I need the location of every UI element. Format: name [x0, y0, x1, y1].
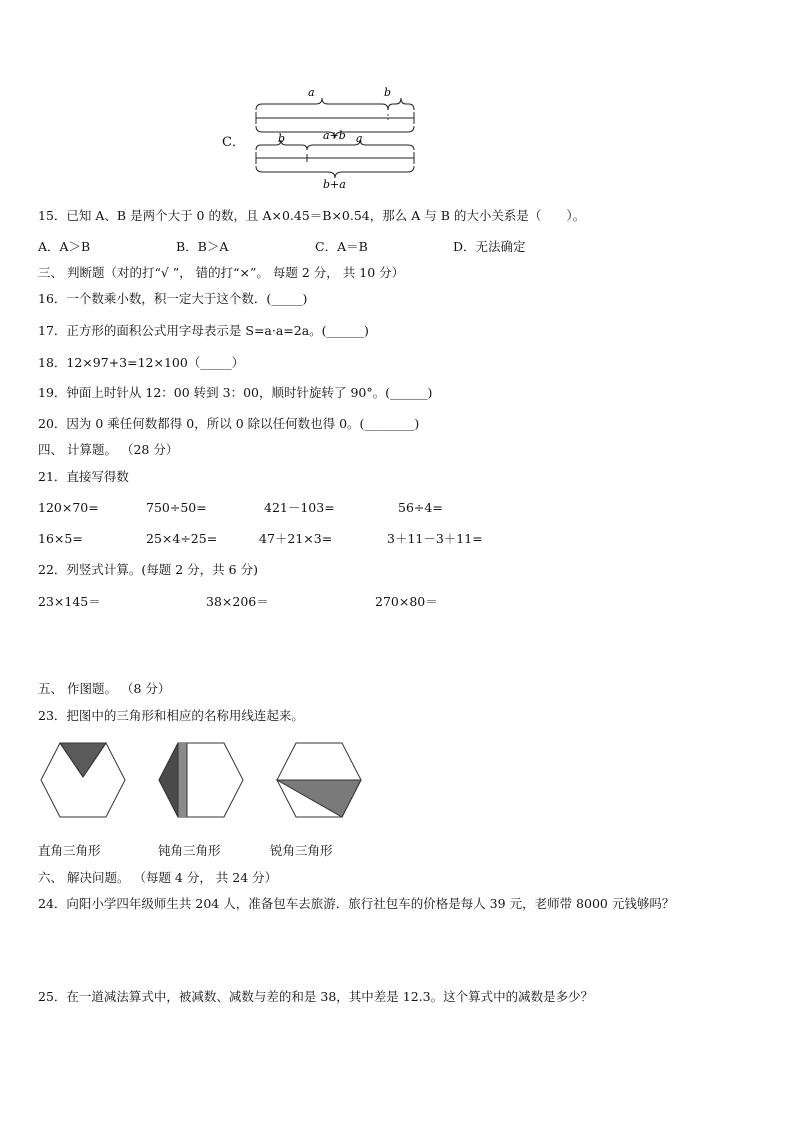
- q15-option-b: B．B＞A: [176, 239, 229, 254]
- calc-item: 120×70=: [38, 500, 99, 515]
- question-21-title: 21．直接写得数: [38, 469, 129, 484]
- bottom-b-label: b: [278, 132, 286, 145]
- vertical-calc-item: 270×80＝: [375, 594, 438, 609]
- section-4-title: 四、 计算题。 （28 分）: [38, 442, 179, 457]
- question-25: 25．在一道减法算式中，被减数、减数与差的和是 38，其中差是 12.3。这个算式中的减数是多少？: [38, 989, 594, 1004]
- option-c-label: C．: [222, 135, 245, 150]
- section-5-title: 五、 作图题。 （8 分）: [38, 681, 171, 696]
- bottom-a-label: a: [356, 132, 363, 145]
- question-24: 24．向阳小学四年级师生共 204 人，准备包车去旅游．旅行社包车的价格是每人 39 元，老师带 8000 元钱够吗？: [38, 896, 675, 911]
- question-15: 15．已知 A、B 是两个大于 0 的数，且 A×0.45＝B×0.54，那么 A 与 B 的大小关系是（ ）。: [38, 208, 586, 223]
- vertical-calc-item: 38×206＝: [206, 594, 269, 609]
- q15-option-d: D．无法确定: [453, 239, 526, 254]
- question-16: 16．一个数乘小数，积一定大于这个数．(_____): [38, 291, 308, 306]
- calc-item: 750÷50=: [146, 500, 207, 515]
- triangle-name-acute: 锐角三角形: [270, 843, 333, 858]
- triangle-name-obtuse: 钝角三角形: [158, 843, 221, 858]
- question-18: 18．12×97+3=12×100（_____）: [38, 355, 245, 370]
- q15-option-a: A．A＞B: [38, 239, 91, 254]
- q15-option-c: C．A＝B: [315, 239, 368, 254]
- question-17: 17．正方形的面积公式用字母表示是 S=a·a=2a。(______): [38, 323, 369, 338]
- question-19: 19．钟面上时针从 12：00 转到 3：00，顺时针旋转了 90°。(______): [38, 385, 433, 400]
- brace-diagram: [250, 84, 420, 192]
- calc-item: 16×5=: [38, 531, 83, 546]
- top-a-label: a: [308, 86, 315, 99]
- hexagon-figure-2: [156, 740, 246, 820]
- top-sum-label: a+b: [323, 129, 346, 142]
- calc-item: 25×4÷25=: [146, 531, 218, 546]
- section-3-title: 三、 判断题（对的打“√ ”， 错的打“×”。 每题 2 分， 共 10 分）: [38, 265, 405, 280]
- calc-item: 47＋21×3=: [259, 531, 333, 546]
- hexagon-figure-3: [274, 740, 364, 820]
- triangle-name-right: 直角三角形: [38, 843, 101, 858]
- calc-item: 56÷4=: [398, 500, 443, 515]
- calc-item: 421－103=: [264, 500, 335, 515]
- hexagon-figure-1: [38, 740, 128, 820]
- vertical-calc-item: 23×145＝: [38, 594, 101, 609]
- question-22-title: 22．列竖式计算。(每题 2 分，共 6 分): [38, 562, 258, 577]
- bottom-sum-label: b+a: [323, 178, 346, 191]
- section-6-title: 六、 解决问题。 （每题 4 分， 共 24 分）: [38, 870, 278, 885]
- top-b-label: b: [384, 86, 392, 99]
- question-23-title: 23．把图中的三角形和相应的名称用线连起来。: [38, 708, 304, 723]
- calc-item: 3＋11－3＋11=: [387, 531, 483, 546]
- question-20: 20．因为 0 乘任何数都得 0，所以 0 除以任何数也得 0。(________): [38, 416, 420, 431]
